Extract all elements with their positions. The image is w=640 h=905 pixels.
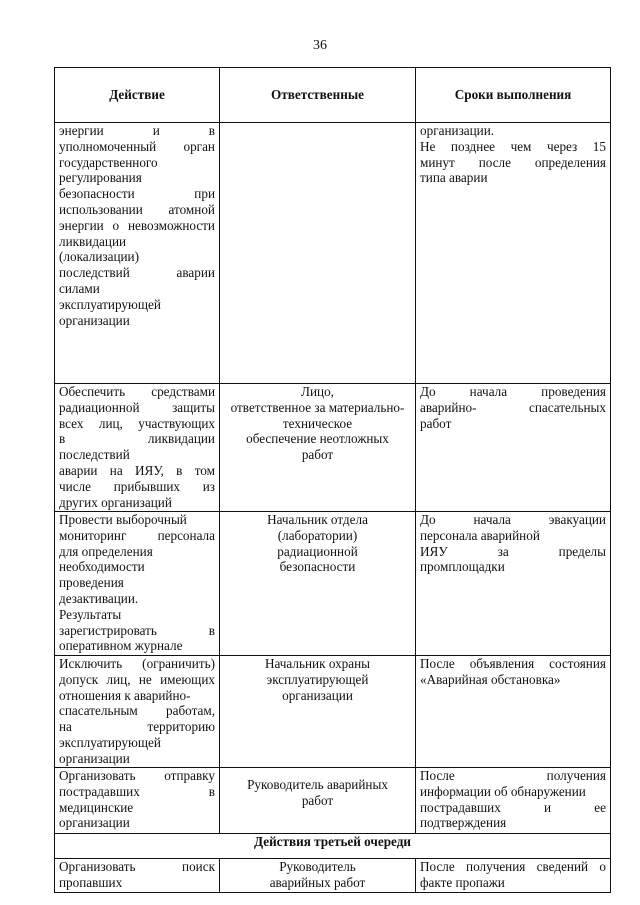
action-line: необходимости <box>59 559 145 575</box>
action-line: проведения <box>59 575 124 591</box>
action-line: пострадавших в <box>59 783 215 799</box>
action-line: для определения <box>59 543 153 559</box>
deadline-cell <box>416 123 611 384</box>
action-line: в ликвидации <box>59 431 215 447</box>
responsible-cell <box>220 384 416 512</box>
action-line: зарегистрировать в <box>59 622 215 638</box>
action-cell <box>55 512 220 656</box>
responsible-cell <box>220 768 416 834</box>
responsible-line: ответственное за материально- <box>230 399 405 415</box>
action-line: последствий аварии <box>59 265 215 281</box>
action-line: спасательным работам, <box>59 703 215 719</box>
deadline-line: ИЯУ за пределы <box>420 543 606 559</box>
responsible-line: аварийных работ <box>269 874 366 890</box>
action-line: (локализации) <box>59 249 140 265</box>
responsible-line: эксплуатирующей <box>266 671 369 687</box>
action-cell <box>55 859 220 893</box>
deadline-line: типа аварии <box>420 170 488 186</box>
deadline-line: факте пропажи <box>420 874 505 890</box>
action-line: энергии о невозможности <box>59 217 215 233</box>
deadline-line: аварийно- спасательных <box>420 399 606 415</box>
action-line: радиационной защиты <box>59 399 215 415</box>
action-line: Исключить (ограничить) <box>59 656 215 671</box>
responsible-line: безопасности <box>279 559 356 575</box>
action-line: Обеспечить средствами <box>59 384 215 399</box>
table-header-row <box>55 68 611 123</box>
responsible-line: организации <box>282 687 353 703</box>
deadline-line: «Аварийная обстановка» <box>420 671 561 687</box>
table-row <box>55 512 611 656</box>
responsible-line: Начальник охраны <box>264 656 371 671</box>
action-line: Организовать отправку <box>59 768 215 783</box>
table-row <box>55 768 611 834</box>
deadline-cell <box>416 768 611 834</box>
table-row <box>55 859 611 893</box>
action-line: оперативном журнале <box>59 638 183 654</box>
deadline-line: пострадавших и ее <box>420 799 606 815</box>
header-action: Действие <box>55 68 220 123</box>
responsible-line: (лаборатории) <box>277 527 358 543</box>
header-deadline: Сроки выполнения <box>416 68 611 123</box>
deadline-line: организации. <box>420 123 495 138</box>
action-line: уполномоченный орган <box>59 138 215 154</box>
action-line: пропавших <box>59 874 123 890</box>
responsible-line: обеспечение неотложных <box>246 431 389 447</box>
action-line: регулирования <box>59 170 142 186</box>
section-title: Действия третьей очереди <box>55 834 611 859</box>
action-line: организации <box>59 815 130 831</box>
action-line: всех лиц, участвующих <box>59 415 215 431</box>
action-cell <box>55 123 220 384</box>
responsible-line: работ <box>301 447 334 463</box>
action-line: государственного <box>59 154 158 170</box>
header-responsible: Ответственные <box>220 68 416 123</box>
deadline-line: минут после определения <box>420 154 606 170</box>
responsible-line: техническое <box>282 415 353 431</box>
deadline-cell <box>416 859 611 893</box>
deadline-line: Не позднее чем через 15 <box>420 138 606 154</box>
deadline-cell <box>416 512 611 656</box>
deadline-line: персонала аварийной <box>420 527 540 543</box>
action-line: отношения к аварийно- <box>59 687 191 703</box>
table-row <box>55 656 611 768</box>
action-line: других организаций <box>59 494 172 510</box>
responsible-line: радиационной <box>277 543 358 559</box>
action-line: использовании атомной <box>59 201 215 217</box>
responsible-line: работ <box>301 792 334 808</box>
action-line: Организовать поиск <box>59 859 215 874</box>
action-line: мониторинг персонала <box>59 527 215 543</box>
responsible-cell <box>220 859 416 893</box>
action-line: допуск лиц, не имеющих <box>59 671 215 687</box>
action-line: аварии на ИЯУ, в том <box>59 462 215 478</box>
action-line: безопасности при <box>59 186 215 202</box>
deadline-line: После объявления состояния <box>420 656 606 671</box>
deadline-line: информации об обнаружении <box>420 783 586 799</box>
action-line: числе прибывших из <box>59 478 215 494</box>
action-line: дезактивации. <box>59 590 139 606</box>
table-row <box>55 123 611 384</box>
page-number: 36 <box>313 38 327 53</box>
actions-table <box>54 67 611 893</box>
action-line: ликвидации <box>59 233 127 249</box>
section-row <box>55 834 611 859</box>
action-line: Провести выборочный <box>59 512 187 527</box>
action-line: эксплуатирующей <box>59 296 161 312</box>
responsible-cell <box>220 123 416 384</box>
action-line: энергии и в <box>59 123 215 138</box>
table-row <box>55 384 611 512</box>
deadline-line: До начала проведения <box>420 384 606 399</box>
responsible-cell <box>220 656 416 768</box>
action-cell <box>55 384 220 512</box>
deadline-line: После получения сведений о <box>420 859 606 874</box>
action-line: Результаты <box>59 606 122 622</box>
responsible-line: Лицо, <box>301 384 334 399</box>
action-cell <box>55 768 220 834</box>
deadline-cell <box>416 656 611 768</box>
action-line: эксплуатирующей <box>59 734 161 750</box>
action-line: силами <box>59 280 100 296</box>
deadline-line: После получения <box>420 768 606 783</box>
responsible-cell <box>220 512 416 656</box>
responsible-line: Руководитель аварийных <box>247 777 388 792</box>
action-cell <box>55 656 220 768</box>
action-line: на территорию <box>59 719 215 735</box>
deadline-line: подтверждения <box>420 815 507 831</box>
deadline-line: работ <box>420 415 452 431</box>
responsible-line: Руководитель <box>279 859 356 874</box>
deadline-line: промплощадки <box>420 559 505 575</box>
action-line: последствий <box>59 447 130 463</box>
action-line: организации <box>59 750 130 766</box>
deadline-line: До начала эвакуации <box>420 512 606 527</box>
responsible-line: Начальник отдела <box>267 512 368 527</box>
action-line: организации <box>59 312 130 328</box>
action-line: медицинские <box>59 799 134 815</box>
deadline-cell <box>416 384 611 512</box>
